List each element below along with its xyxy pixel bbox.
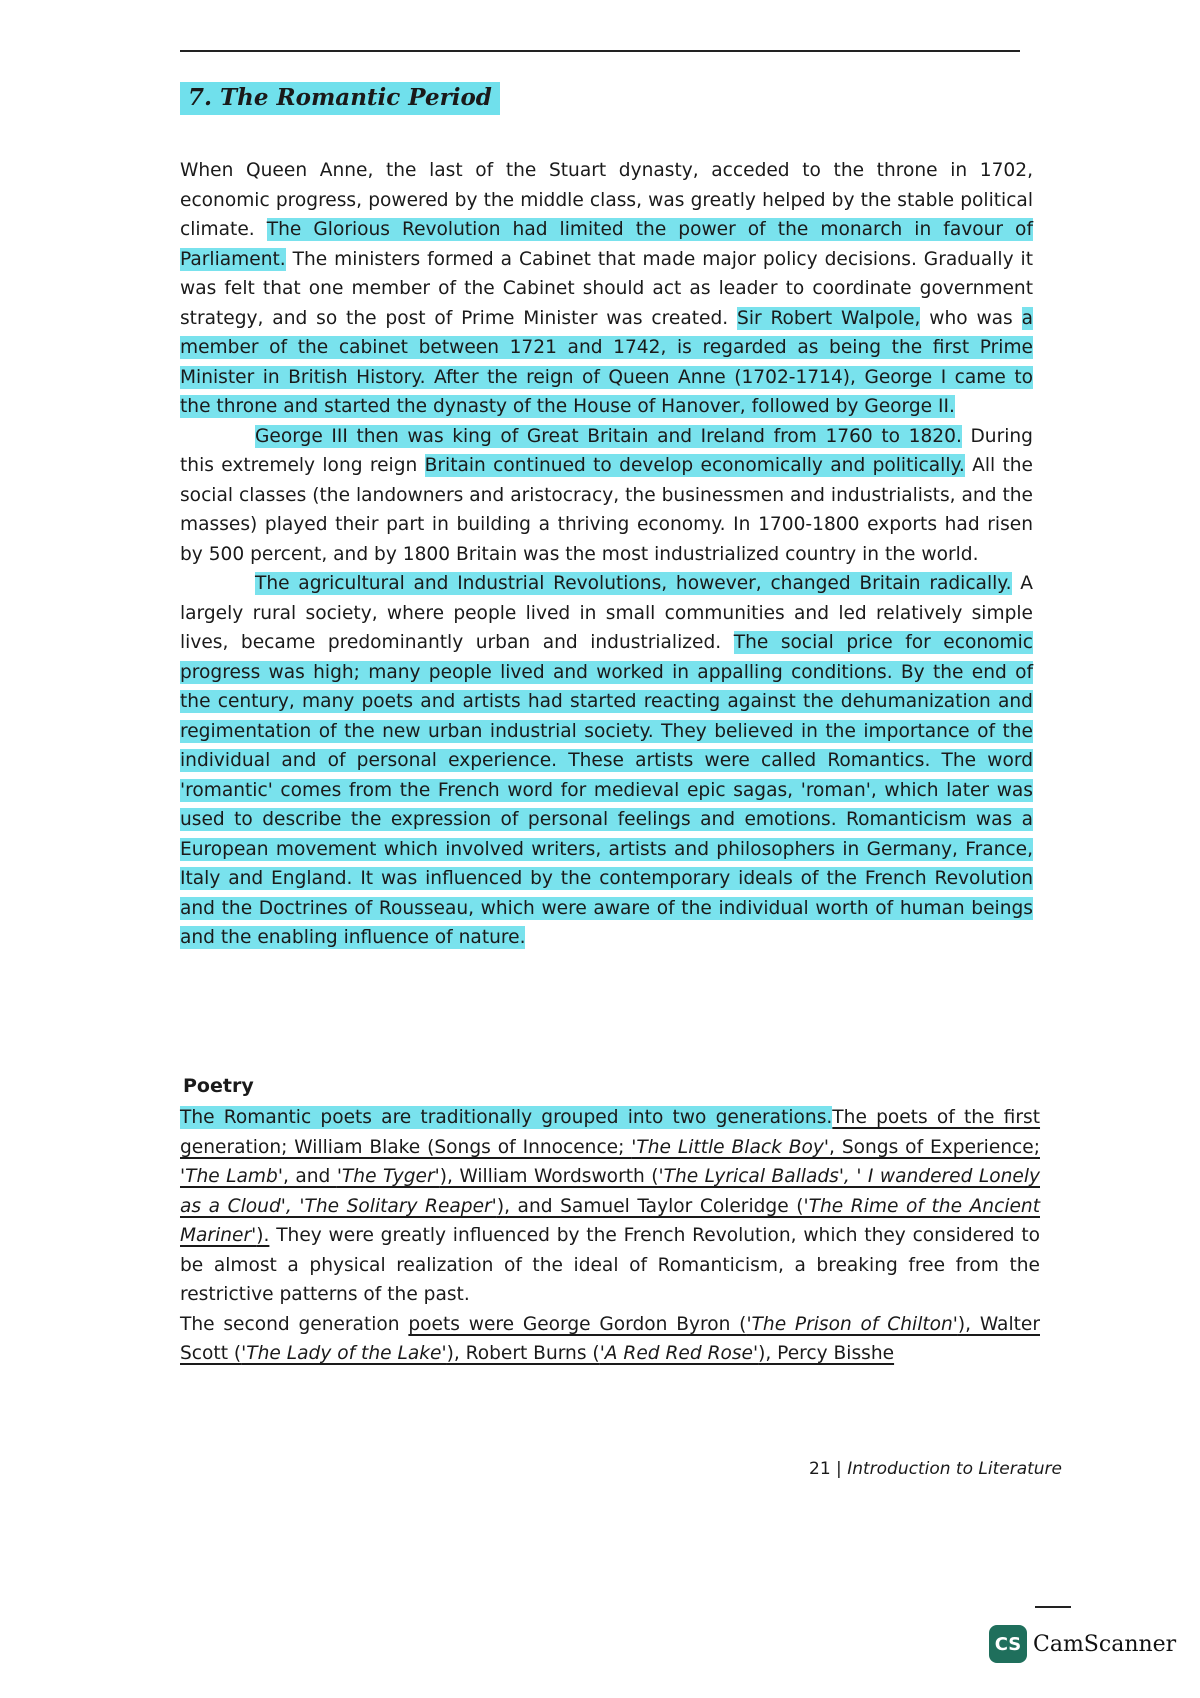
underlined-text: poets were George Gordon Byron ( — [408, 1313, 747, 1335]
text-span: They were greatly influenced by the French Revolution, which they considered to be almost a physical realization of the ideal of Romanticism, a breaking free from the restrictive patterns of the past. — [180, 1225, 1040, 1305]
text-span: All the social classes (the landowners and aristocracy, the businessmen and industrialists, and the masses) played their part in building a thriving economy. In 1700-1800 exports had risen by 500 percent, and by 1800 Britain was the most industrialized country in the world. — [180, 455, 1033, 565]
page-number: 21 — [809, 1459, 831, 1479]
work-title: 'The Little Black Boy' — [631, 1136, 829, 1158]
underlined-text: ), Percy Bisshe — [758, 1343, 895, 1364]
underlined-text: , Songs of Experience; — [829, 1136, 1040, 1158]
highlight: The Glorious Revolution had limited the power of the monarch in favour of Parliament. — [180, 219, 1033, 270]
paragraph — [180, 569, 1033, 953]
highlight: The Romantic poets are traditionally grouped into two generations. — [180, 1107, 833, 1128]
underlined-text: , and — [282, 1166, 337, 1187]
chapter-title: 7. The Romantic Period — [180, 82, 500, 115]
camscanner-brand: CamScanner — [1033, 1631, 1177, 1657]
work-title: 'The Lamb' — [180, 1166, 283, 1187]
underlined-text: ), William Wordsworth ( — [439, 1166, 659, 1187]
highlight: Britain continued to develop economically and politically. — [424, 455, 965, 476]
poetry-heading: Poetry — [183, 1075, 254, 1097]
paragraph — [180, 1103, 1040, 1310]
top-rule — [180, 50, 1020, 52]
work-title: 'The Tyger' — [336, 1166, 440, 1187]
text-span: A largely rural society, where people lived in small communities and led relatively simple lives, became predominantly urban and industrialized. — [180, 573, 1033, 653]
underlined-text: ), Walter Scott ( — [180, 1313, 1040, 1364]
highlight: The agricultural and Industrial Revolutions, however, changed Britain radically. — [255, 573, 1012, 594]
work-title: 'The Lyrical Ballads', ' I wandered Lonely as a Cloud', 'The Solitary Reaper' — [180, 1166, 1040, 1217]
highlight: The social price for economic progress was high; many people lived and worked in appalling conditions. By the end of the century, many poets and artists had started reacting against the dehumanization and regimentation of the new urban industrial society. They believed in the importance of the individual and of personal experience. These artists were called Romantics. The word 'romantic' comes from the French word for medieval epic sagas, 'roman', which later was used to describe the expression of personal feelings and emotions. Romanticism was a European movement which involved writers, artists and philosophers in Germany, France, Italy and England. It was influenced by the contemporary ideals of the French Revolution and the Doctrines of Rousseau, which were aware of the individual worth of human beings and the enabling influence of nature. — [180, 632, 1033, 948]
paragraph — [180, 1310, 1040, 1369]
text-span: During this extremely long reign — [180, 425, 1033, 476]
bottom-dash — [1035, 1606, 1071, 1608]
work-title: 'A Red Red Rose' — [599, 1343, 759, 1364]
underlined-text: ). — [256, 1225, 270, 1246]
work-title: 'The Prison of Chilton' — [746, 1313, 958, 1335]
paragraph — [180, 422, 1033, 570]
highlight: a member of the cabinet between 1721 and 1742, is regarded as being the first Prime Minister in British History. After the reign of Queen Anne (1702-1714), George I came to the throne and started the dynasty of the House of Hanover, followed by George II. — [180, 307, 1033, 417]
paragraph — [180, 156, 1033, 422]
camscanner-watermark — [989, 1625, 1176, 1663]
text-span: who was — [920, 307, 1022, 329]
text-span: When Queen Anne, the last of the Stuart dynasty, acceded to the throne in 1702, economic progress, powered by the middle class, was greatly helped by the stable political climate. — [180, 160, 1033, 240]
intro-section — [180, 156, 1033, 953]
work-title: 'The Lady of the Lake' — [241, 1343, 447, 1364]
page-footer — [809, 1459, 1062, 1479]
text-span: The ministers formed a Cabinet that made major policy decisions. Gradually it was felt that one member of the Cabinet should act as leader to coordinate government strategy, and so the post of Prime Minister was created. — [180, 248, 1033, 329]
book-title: Introduction to Literature — [847, 1459, 1062, 1479]
underlined-text: The poets of the first generation; William Blake (Songs of Innocence; — [180, 1107, 1041, 1158]
poetry-section — [180, 1103, 1040, 1369]
camscanner-logo-icon: CS — [989, 1625, 1027, 1663]
footer-separator: | — [830, 1459, 848, 1479]
work-title: 'The Rime of the Ancient Mariner' — [180, 1195, 1040, 1246]
underlined-text: ), and Samuel Taylor Coleridge ( — [496, 1195, 804, 1217]
text-span: The second generation — [180, 1313, 409, 1335]
highlight: Sir Robert Walpole, — [737, 307, 921, 329]
underlined-text: ), Robert Burns ( — [446, 1343, 600, 1364]
highlight: George III then was king of Great Britain and Ireland from 1760 to 1820. — [255, 425, 962, 447]
